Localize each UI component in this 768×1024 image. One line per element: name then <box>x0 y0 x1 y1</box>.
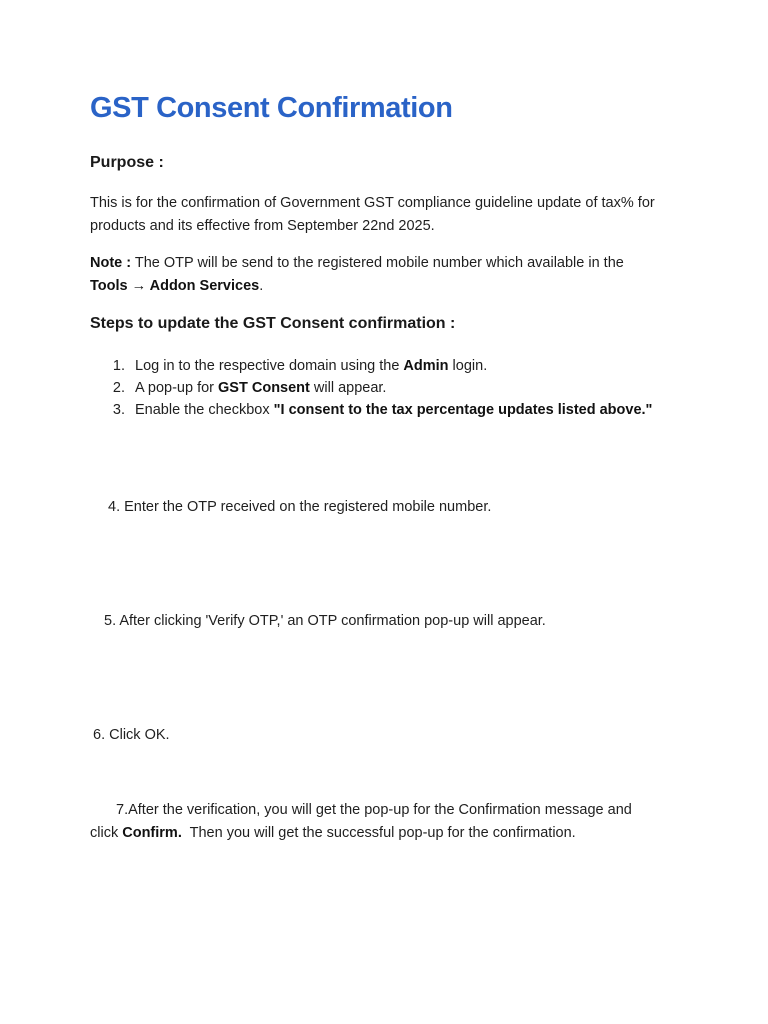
list-item-text: Log in to the respective domain using the <box>135 358 404 374</box>
list-item-text: A pop-up for <box>135 380 219 396</box>
note-paragraph <box>90 252 624 298</box>
step-6: 6. Click OK. <box>93 727 170 743</box>
list-item <box>90 399 730 421</box>
list-item-number: 1. <box>112 358 125 374</box>
note-path-addon: Addon Services <box>149 278 260 294</box>
note-path-tools: Tools <box>90 278 128 294</box>
step-7-text: Then you will get the successful pop-up for the confirmation. <box>181 825 576 841</box>
note-line-2 <box>90 275 624 298</box>
step-7-confirm-bold: Confirm. <box>122 825 182 841</box>
step-7-text: click <box>90 825 123 841</box>
list-item <box>90 355 730 377</box>
step-5: 5. After clicking 'Verify OTP,' an OTP confirmation pop-up will appear. <box>104 613 546 629</box>
step-7-line-1: 7.After the verification, you will get the pop-up for the Confirmation message and <box>116 802 632 818</box>
step-7-line-2 <box>90 822 632 845</box>
steps-list <box>90 355 730 421</box>
list-item-bold: "I consent to the tax percentage updates listed above." <box>273 402 653 418</box>
purpose-heading: Purpose : <box>90 154 164 171</box>
list-item <box>90 377 730 399</box>
note-line-1 <box>90 252 624 275</box>
purpose-line-1: This is for the confirmation of Government GST compliance guideline update of tax% for <box>90 195 655 211</box>
list-item-number: 2. <box>112 380 125 396</box>
step-7 <box>90 799 632 845</box>
list-item-text: Enable the checkbox <box>135 402 274 418</box>
purpose-line-2: products and its effective from September 22nd 2025. <box>90 218 435 234</box>
list-item-number: 3. <box>112 402 125 418</box>
purpose-paragraph <box>90 192 655 238</box>
list-item-text: login. <box>448 358 488 374</box>
list-item-bold: Admin <box>403 358 449 374</box>
step-4: 4. Enter the OTP received on the registered mobile number. <box>108 499 492 515</box>
list-item-bold: GST Consent <box>218 380 310 396</box>
note-path-arrow: → <box>127 278 150 294</box>
note-label: Note : <box>90 255 132 271</box>
note-path-end: . <box>259 278 264 294</box>
list-item-text: will appear. <box>309 380 387 396</box>
steps-heading: Steps to update the GST Consent confirmation : <box>90 315 456 332</box>
document-title: GST Consent Confirmation <box>90 92 453 124</box>
note-text: The OTP will be send to the registered mobile number which available in the <box>131 255 624 271</box>
